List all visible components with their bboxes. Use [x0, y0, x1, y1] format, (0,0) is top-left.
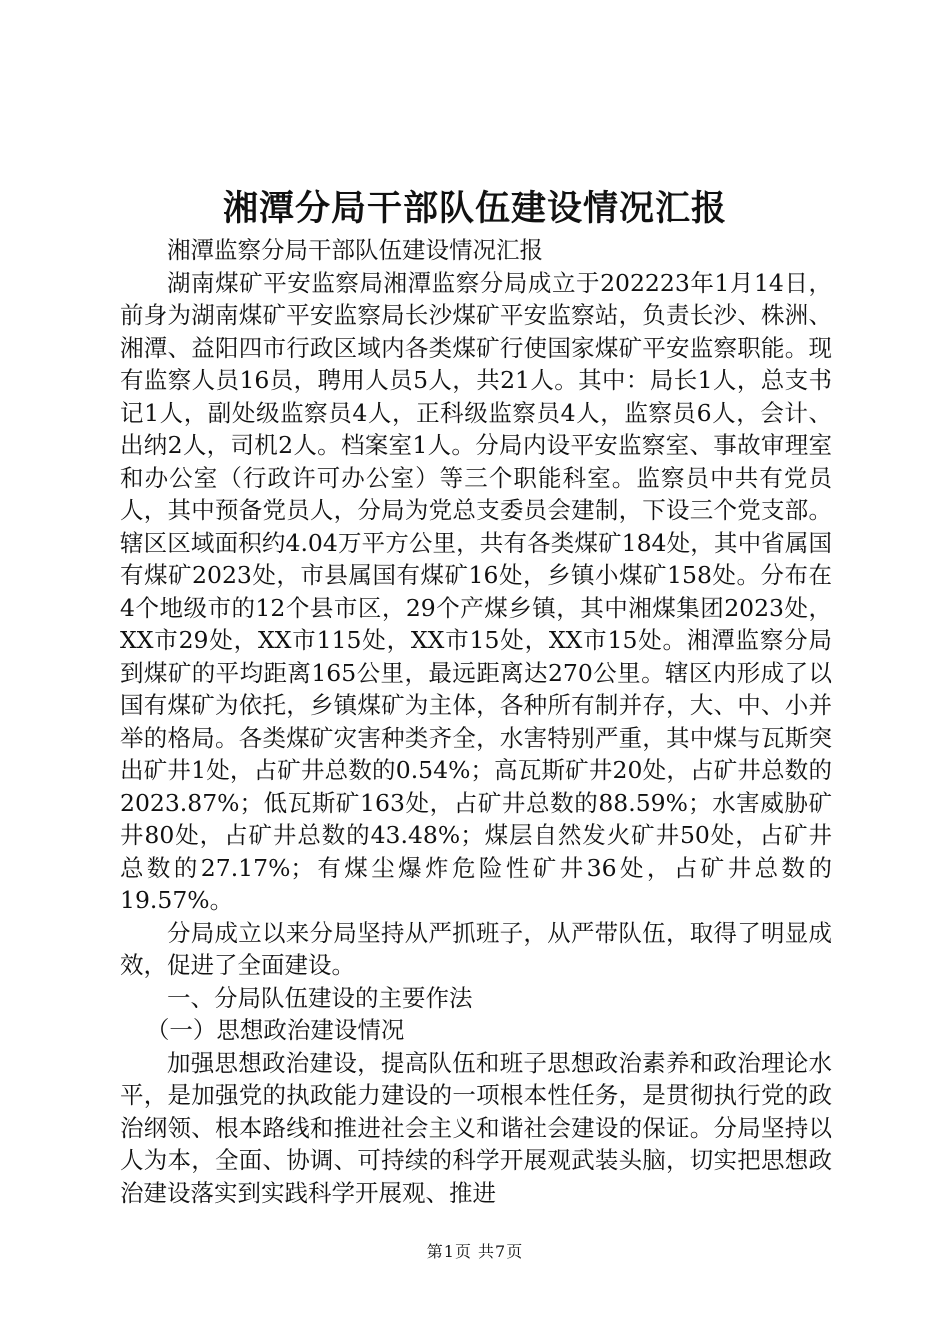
political-building-paragraph: 加强思想政治建设，提高队伍和班子思想政治素养和政治理论水平，是加强党的执政能力建设的一项根本性任务，是贯彻执行党的政治纲领、根本路线和推进社会主义和谐社会建设的保证。分局坚持以人为本，全面、协调、可持续的科学开展观武装头脑，切实把思想政治建设落实到实践科学开展观、推进 [120, 1048, 832, 1207]
achievement-paragraph: 分局成立以来分局坚持从严抓班子，从严带队伍，取得了明显成效，促进了全面建设。 [120, 918, 832, 979]
overview-paragraph: 湖南煤矿平安监察局湘潭监察分局成立于202223年1月14日，前身为湖南煤矿平安监察局长沙煤矿平安监察站，负责长沙、株洲、湘潭、益阳四市行政区域内各类煤矿行使国家煤矿平安监察职能。现有监察人员16员，聘用人员5人，共21人。其中：局长1人，总支书记1人，副处级监察员4人，正科级监察员4人，监察员6人，会计、出纳2人，司机2人。档案室1人。分局内设平安监察室、事故审理室和办公室（行政许可办公室）等三个职能科室。监察员中共有党员人，其中预备党员人，分局为党总支委员会建制，下设三个党支部。辖区区域面积约4.04万平方公里，共有各类煤矿184处，其中省属国有煤矿2023处，市县属国有煤矿16处，乡镇小煤矿158处。分布在4个地级市的12个县市区，29个产煤乡镇，其中湘煤集团2023处，XX市29处，XX市115处，XX市15处，XX市15处。湘潭监察分局到煤矿的平均距离165公里，最远距离达270公里。辖区内形成了以国有煤矿为依托，乡镇煤矿为主体，各种所有制并存，大、中、小并举的格局。各类煤矿灾害种类齐全，水害特别严重，其中煤与瓦斯突出矿井1处，占矿井总数的0.54%；高瓦斯矿井20处，占矿井总数的2023.87%；低瓦斯矿163处，占矿井总数的88.59%；水害威胁矿井80处，占矿井总数的43.48%；煤层自然发火矿井50处，占矿井总数的27.17%；有煤尘爆炸危险性矿井36处，占矿井总数的19.57%。 [120, 268, 832, 914]
document-title: 湘潭分局干部队伍建设情况汇报 [222, 188, 727, 229]
document-body [120, 234, 832, 1209]
subtitle-paragraph: 湘潭监察分局干部队伍建设情况汇报 [167, 236, 543, 264]
page-number: 第1页 共7页 [426, 1242, 524, 1261]
subsection-heading: （一）思想政治建设情况 [145, 1016, 405, 1044]
section-heading: 一、分局队伍建设的主要作法 [167, 983, 473, 1012]
